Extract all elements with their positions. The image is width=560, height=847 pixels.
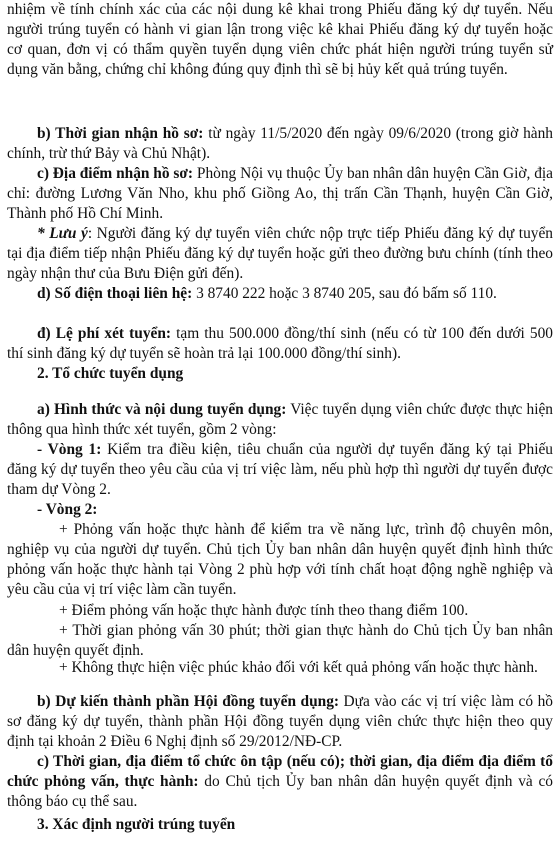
paragraph-fee xyxy=(7,324,553,364)
section-heading-3 xyxy=(7,815,553,835)
paragraph-council xyxy=(7,692,553,752)
paragraph-form xyxy=(7,400,553,440)
paragraph-phone xyxy=(7,284,553,304)
paragraph-note xyxy=(7,224,553,284)
paragraph-text: do Chủ tịch Ủy ban nhân dân huyện quyết định và có thông báo cụ thể sau. xyxy=(7,773,553,811)
section-label: c) Địa điểm nhận hồ sơ: xyxy=(37,165,194,182)
paragraph-text: + Thời gian phỏng vấn 30 phút; thời gian thực hành do Chủ tịch Ủy ban nhân dân huyện quyết định. xyxy=(7,622,553,660)
paragraph-text: nhiệm về tính chính xác của các nội dung kê khai trong Phiếu đăng ký dự tuyển. Nếu người trúng tuyển có hành vi gian lận trong việc kê khai Phiếu đăng ký dự tuyển hoặc cơ quan, đơn vị có thẩm quyền tuyển dụng viên chức phát hiện người trúng tuyển sử dụng văn bằng, chứng chỉ không đúng quy định thì sẽ bị hủy kết quả trúng tuyển. xyxy=(7,1,553,79)
paragraph-text: Kiểm tra điều kiện, tiêu chuẩn của người dự tuyển đăng ký tại Phiếu đăng ký dự tuyển theo yêu cầu của vị trí việc làm, nếu phù hợp thì người dự tuyển được tham dự Vòng 2. xyxy=(7,441,553,499)
paragraph-text: + Không thực hiện việc phúc khảo đối với kết quả phỏng vấn hoặc thực hành. xyxy=(59,659,538,676)
paragraph-text: Dựa vào các vị trí việc làm có hồ sơ đăng ký dự tuyển, thành phần Hội đồng tuyển dụng viên chức thực hiện theo quy định tại khoản 2 Điều 6 Nghị định số 29/2012/NĐ-CP. xyxy=(7,693,553,751)
paragraph-text: từ ngày 11/5/2020 đến ngày 09/6/2020 (trong giờ hành chính, trừ thứ Bảy và Chủ Nhật). xyxy=(7,125,553,163)
paragraph-text: + Phỏng vấn hoặc thực hành để kiểm tra về năng lực, trình độ chuyên môn, nghiệp vụ của người dự tuyển. Chủ tịch Ủy ban nhân dân huyện quyết định hình thức phỏng vấn hoặc thực hành tại Vòng 2 phù hợp với tính chất hoạt động nghề nghiệp và yêu cầu của vị trí việc làm cần tuyển. xyxy=(7,521,553,599)
paragraph-review xyxy=(7,752,553,812)
round-2-item-2 xyxy=(7,601,553,621)
paragraph-text: Việc tuyển dụng viên chức được thực hiện thông qua hình thức xét tuyển, gồm 2 vòng: xyxy=(7,401,554,439)
round-label: - Vòng 2: xyxy=(37,501,98,518)
section-label: đ) Lệ phí xét tuyển: xyxy=(37,325,172,342)
heading-text: 2. Tổ chức tuyển dụng xyxy=(37,365,184,382)
round-2-item-3 xyxy=(7,621,553,661)
round-2-item-4 xyxy=(7,658,553,678)
section-label: b) Dự kiến thành phần Hội đồng tuyển dụng: xyxy=(37,693,340,710)
paragraph-receive-place xyxy=(7,164,553,224)
paragraph-text: Phòng Nội vụ thuộc Ủy ban nhân dân huyện Cần Giờ, địa chỉ: đường Lương Văn Nho, khu phố Giồng Ao, thị trấn Cần Thạnh, huyện Cần Giờ, Thành phố Hồ Chí Minh. xyxy=(7,165,553,223)
paragraph-text: : Người đăng ký dự tuyển viên chức nộp trực tiếp Phiếu đăng ký dự tuyển tại địa điểm tiếp nhận Phiếu đăng ký dự tuyển hoặc gửi theo đường bưu chính (tính theo ngày nhận thư của Bưu Điện gửi đến). xyxy=(7,225,553,283)
note-label: * Lưu ý xyxy=(37,225,88,242)
paragraph-responsibility xyxy=(7,0,553,80)
section-label: d) Số điện thoại liên hệ: xyxy=(37,285,193,302)
section-label: c) Thời gian, địa điểm tổ chức ôn tập (nếu có); thời gian, địa điểm địa điểm tổ chức phỏng vấn, thực hành: xyxy=(7,753,553,791)
section-label: b) Thời gian nhận hồ sơ: xyxy=(37,125,204,142)
paragraph-text: + Điểm phỏng vấn hoặc thực hành được tính theo thang điểm 100. xyxy=(59,602,469,619)
heading-text: 3. Xác định người trúng tuyển xyxy=(37,816,236,833)
paragraph-round-1 xyxy=(7,440,553,500)
paragraph-text: tạm thu 500.000 đồng/thí sinh (nếu có từ 100 đến dưới 500 thí sinh đăng ký dự tuyển sẽ hoàn trả lại 100.000 đồng/thí sinh). xyxy=(7,325,553,363)
round-label: - Vòng 1: xyxy=(37,441,102,458)
paragraph-text: 3 8740 222 hoặc 3 8740 205, sau đó bấm số 110. xyxy=(192,285,497,302)
section-label: a) Hình thức và nội dung tuyển dụng: xyxy=(37,401,287,418)
paragraph-receive-time xyxy=(7,124,553,164)
round-2-item-1 xyxy=(7,520,553,600)
section-heading-2 xyxy=(7,364,553,384)
paragraph-round-2 xyxy=(7,500,553,520)
